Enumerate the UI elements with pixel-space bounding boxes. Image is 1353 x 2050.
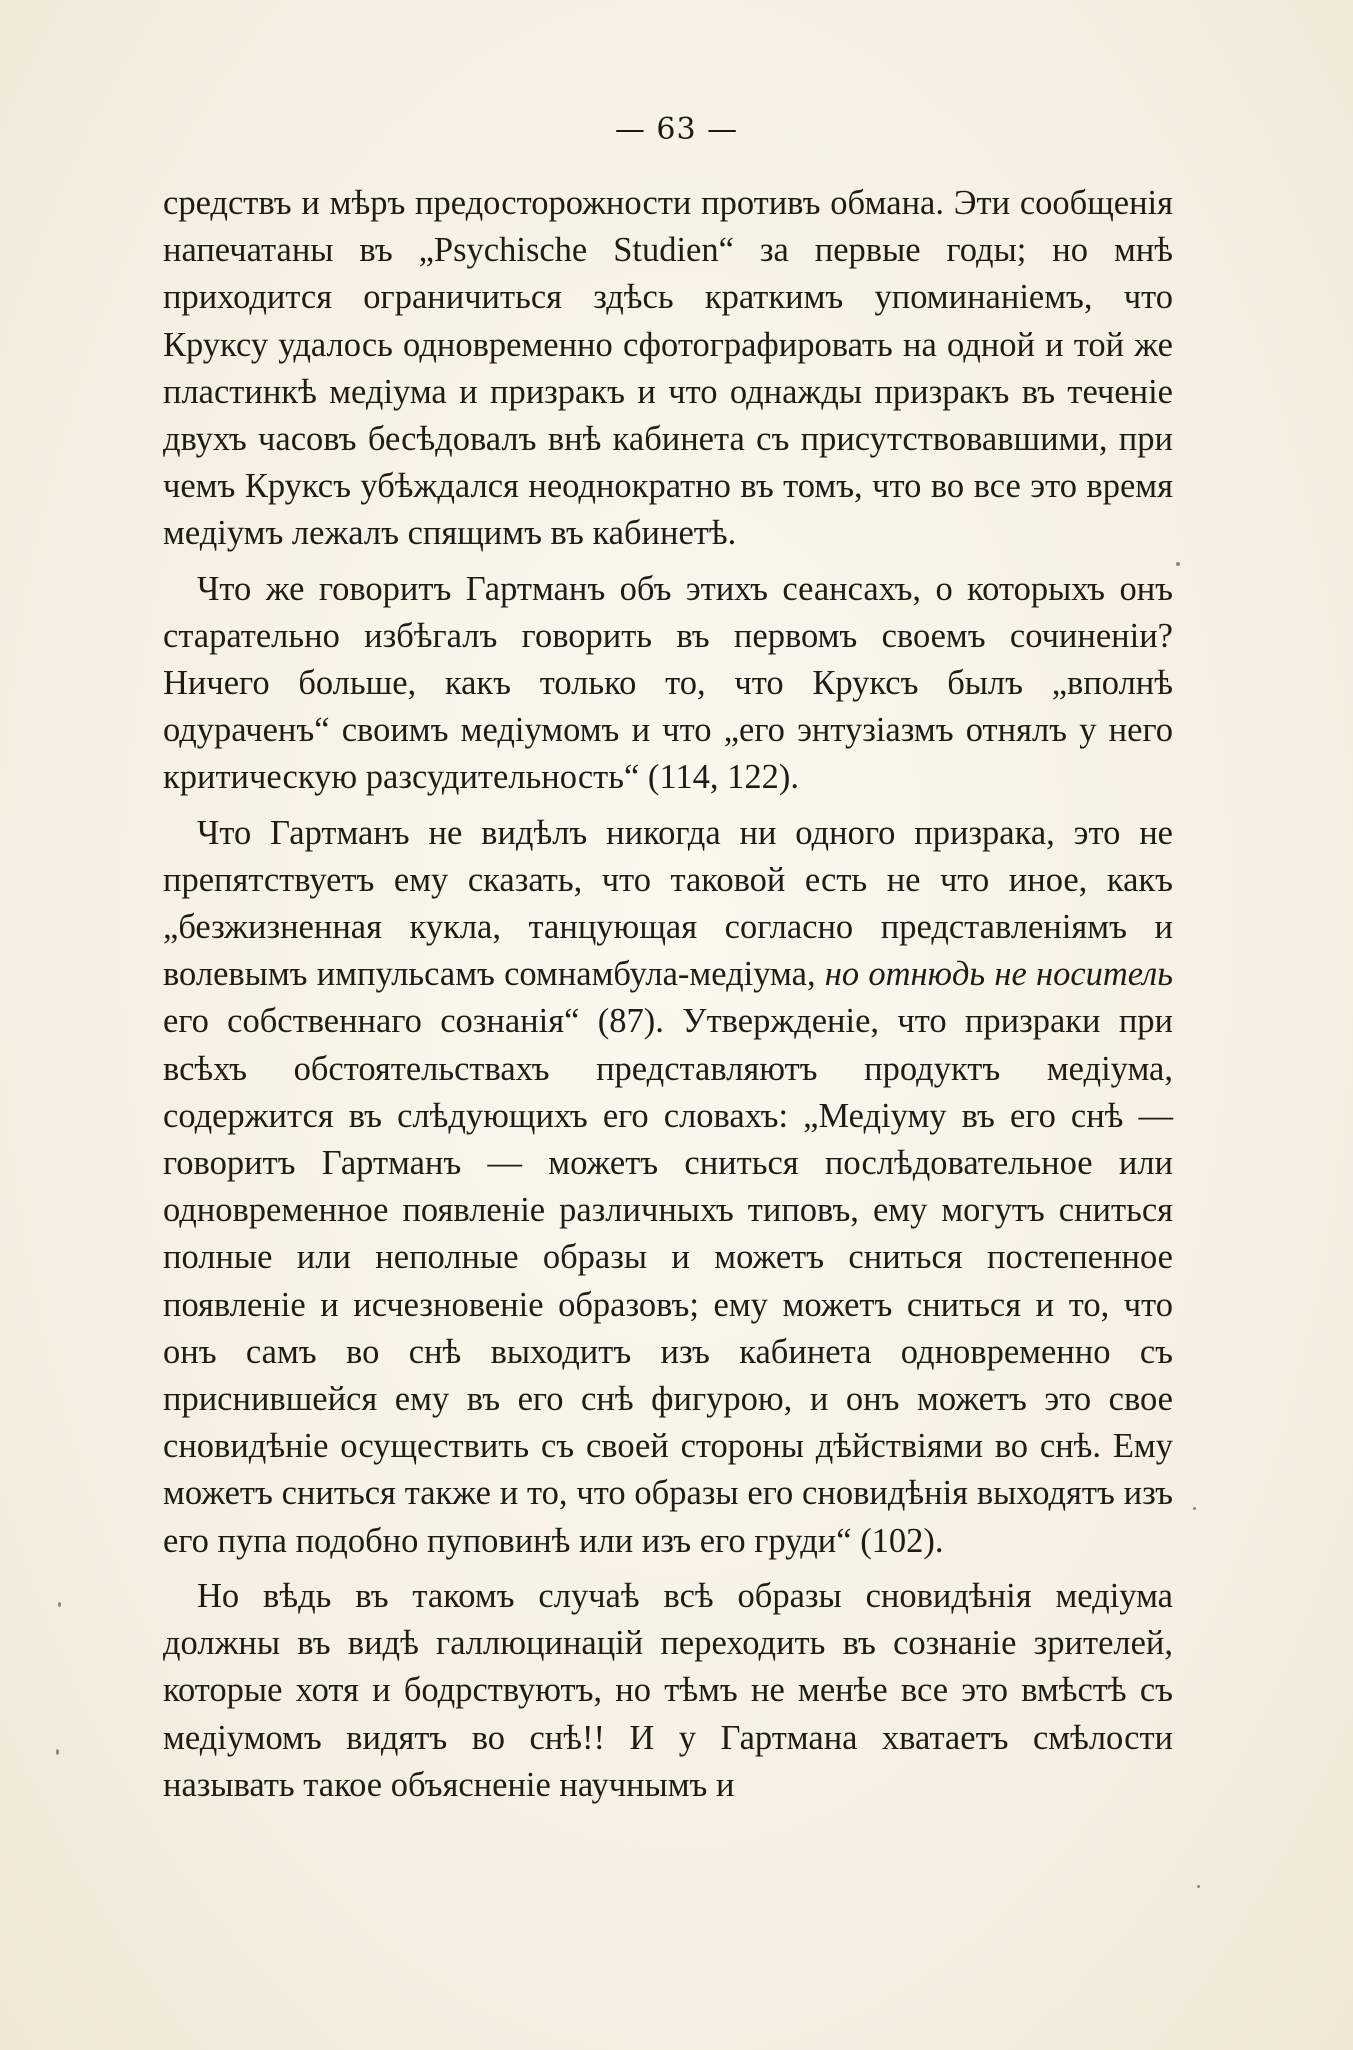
scan-speck [58,1602,61,1607]
scan-speck [1193,1507,1196,1510]
scan-speck [1176,562,1180,566]
paragraph-1: средствъ и мѣръ предосторожности противъ обмана. Эти сообщенія напечатаны въ „Psychische Studien“ за первые годы; но мнѣ приходится ограничиться здѣсь краткимъ упоминаніемъ, что Круксу удалось одновременно сфотографировать на одной и той же пластинкѣ медіума и призракъ и что однажды призракъ въ теченіе двухъ часовъ бесѣдовалъ внѣ кабинета съ присутствовавшими, при чемъ Круксъ убѣждался неоднократно въ томъ, что во все это время медіумъ лежалъ спящимъ въ кабинетѣ. [163,184,1173,553]
scan-speck [1197,1885,1200,1888]
body-text [163,180,1173,1817]
paragraph-3-text-start: Что Гартманъ не видѣлъ никогда ни одного призрака, это не препятствуетъ ему сказать, что таковой есть не что иное, какъ „безжизненная кукла, танцующая согласно представленіямъ и волевымъ импульсамъ сомнамбула-медіума, [163,813,1173,994]
paragraph-3 [163,810,1173,1565]
paragraph-4: Но вѣдь въ такомъ случаѣ всѣ образы сновидѣнія медіума должны въ видѣ галлюцинацій переходить въ сознаніе зрителей, которые хотя и бодрствуютъ, но тѣмъ не менѣе все это вмѣстѣ съ медіумомъ видятъ во снѣ!! И у Гартмана хватаетъ смѣлости называть такое объясненіе научнымъ и [163,1576,1173,1804]
page-number: — 63 — [614,112,739,147]
scan-speck [56,1749,59,1755]
paragraph-2: Что же говоритъ Гартманъ объ этихъ сеансахъ, о которыхъ онъ старательно избѣгалъ говорить въ первомъ своемъ сочиненіи? Ничего больше, какъ только то, что Круксъ былъ „вполнѣ одураченъ“ своимъ медіумомъ и что „его энтузіазмъ отнялъ у него критическую разсудительность“ (114, 122). [163,569,1173,797]
paragraph-3-text-end: его собственнаго сознанія“ (87). Утвержденіе, что призраки при всѣхъ обстоятельствахъ представляютъ продуктъ медіума, содержится въ слѣдующихъ его словахъ: „Медіуму въ его снѣ — говоритъ Гартманъ — можетъ сниться послѣдовательное или одновременное появленіе различныхъ типовъ, ему могутъ сниться полные или неполные образы и можетъ сниться постепенное появленіе и исчезновеніе образовъ; ему можетъ сниться и то, что онъ самъ во снѣ выходитъ изъ кабинета одновременно съ приснившейся ему въ его снѣ фигурою, и онъ можетъ это свое сновидѣніе осуществить съ своей стороны дѣйствіями во снѣ. Ему можетъ сниться также и то, что образы его сновидѣнія выходятъ изъ его пупа подобно пуповинѣ или изъ его груди“ (102). [163,1002,1173,1560]
paragraph-3-italic-phrase: но отнюдь не носитель [824,955,1173,994]
